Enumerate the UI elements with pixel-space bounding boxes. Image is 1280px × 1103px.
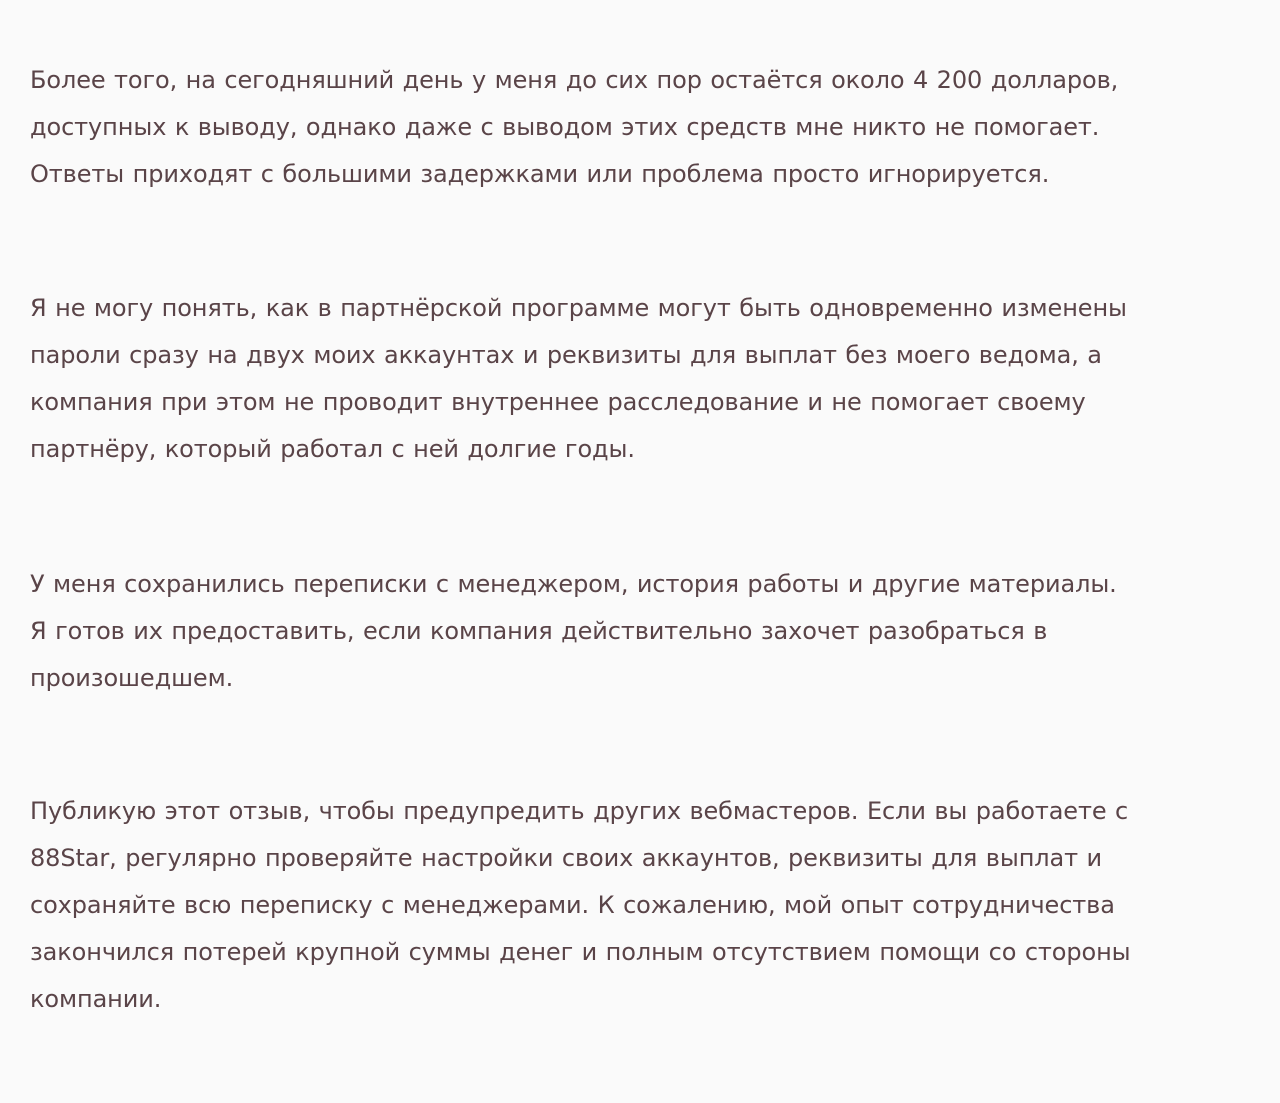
text-line: Ответы приходят с большими задержками или проблема просто игнорируется. <box>30 160 1050 188</box>
text-line: Я не могу понять, как в партнёрской программе могут быть одновременно изменены <box>30 294 1127 322</box>
text-line: Публикую этот отзыв, чтобы предупредить других вебмастеров. Если вы работаете с <box>30 797 1129 825</box>
text-line: У меня сохранились переписки с менеджером, история работы и другие материалы. <box>30 570 1117 598</box>
text-line: 88Star, регулярно проверяйте настройки своих аккаунтов, реквизиты для выплат и <box>30 844 1103 872</box>
text-line: пароли сразу на двух моих аккаунтах и реквизиты для выплат без моего ведома, а <box>30 341 1102 369</box>
text-line: компания при этом не проводит внутреннее расследование и не помогает своему <box>30 388 1086 416</box>
text-line: Более того, на сегодняшний день у меня до сих пор остаётся около 4 200 долларов, <box>30 66 1119 94</box>
review-paragraph-warning <box>30 788 1131 1023</box>
review-paragraph-account-changes <box>30 285 1127 473</box>
review-paragraph-materials <box>30 561 1117 702</box>
text-line: партнёру, который работал с ней долгие годы. <box>30 435 635 463</box>
text-line: закончился потерей крупной суммы денег и полным отсутствием помощи со стороны <box>30 938 1131 966</box>
text-line: компании. <box>30 985 162 1013</box>
text-line: Я готов их предоставить, если компания действительно захочет разобраться в <box>30 617 1048 645</box>
review-paragraph-balance <box>30 57 1118 198</box>
text-line: доступных к выводу, однако даже с выводом этих средств мне никто не помогает. <box>30 113 1100 141</box>
text-line: сохраняйте всю переписку с менеджерами. К сожалению, мой опыт сотрудничества <box>30 891 1115 919</box>
text-line: произошедшем. <box>30 664 234 692</box>
